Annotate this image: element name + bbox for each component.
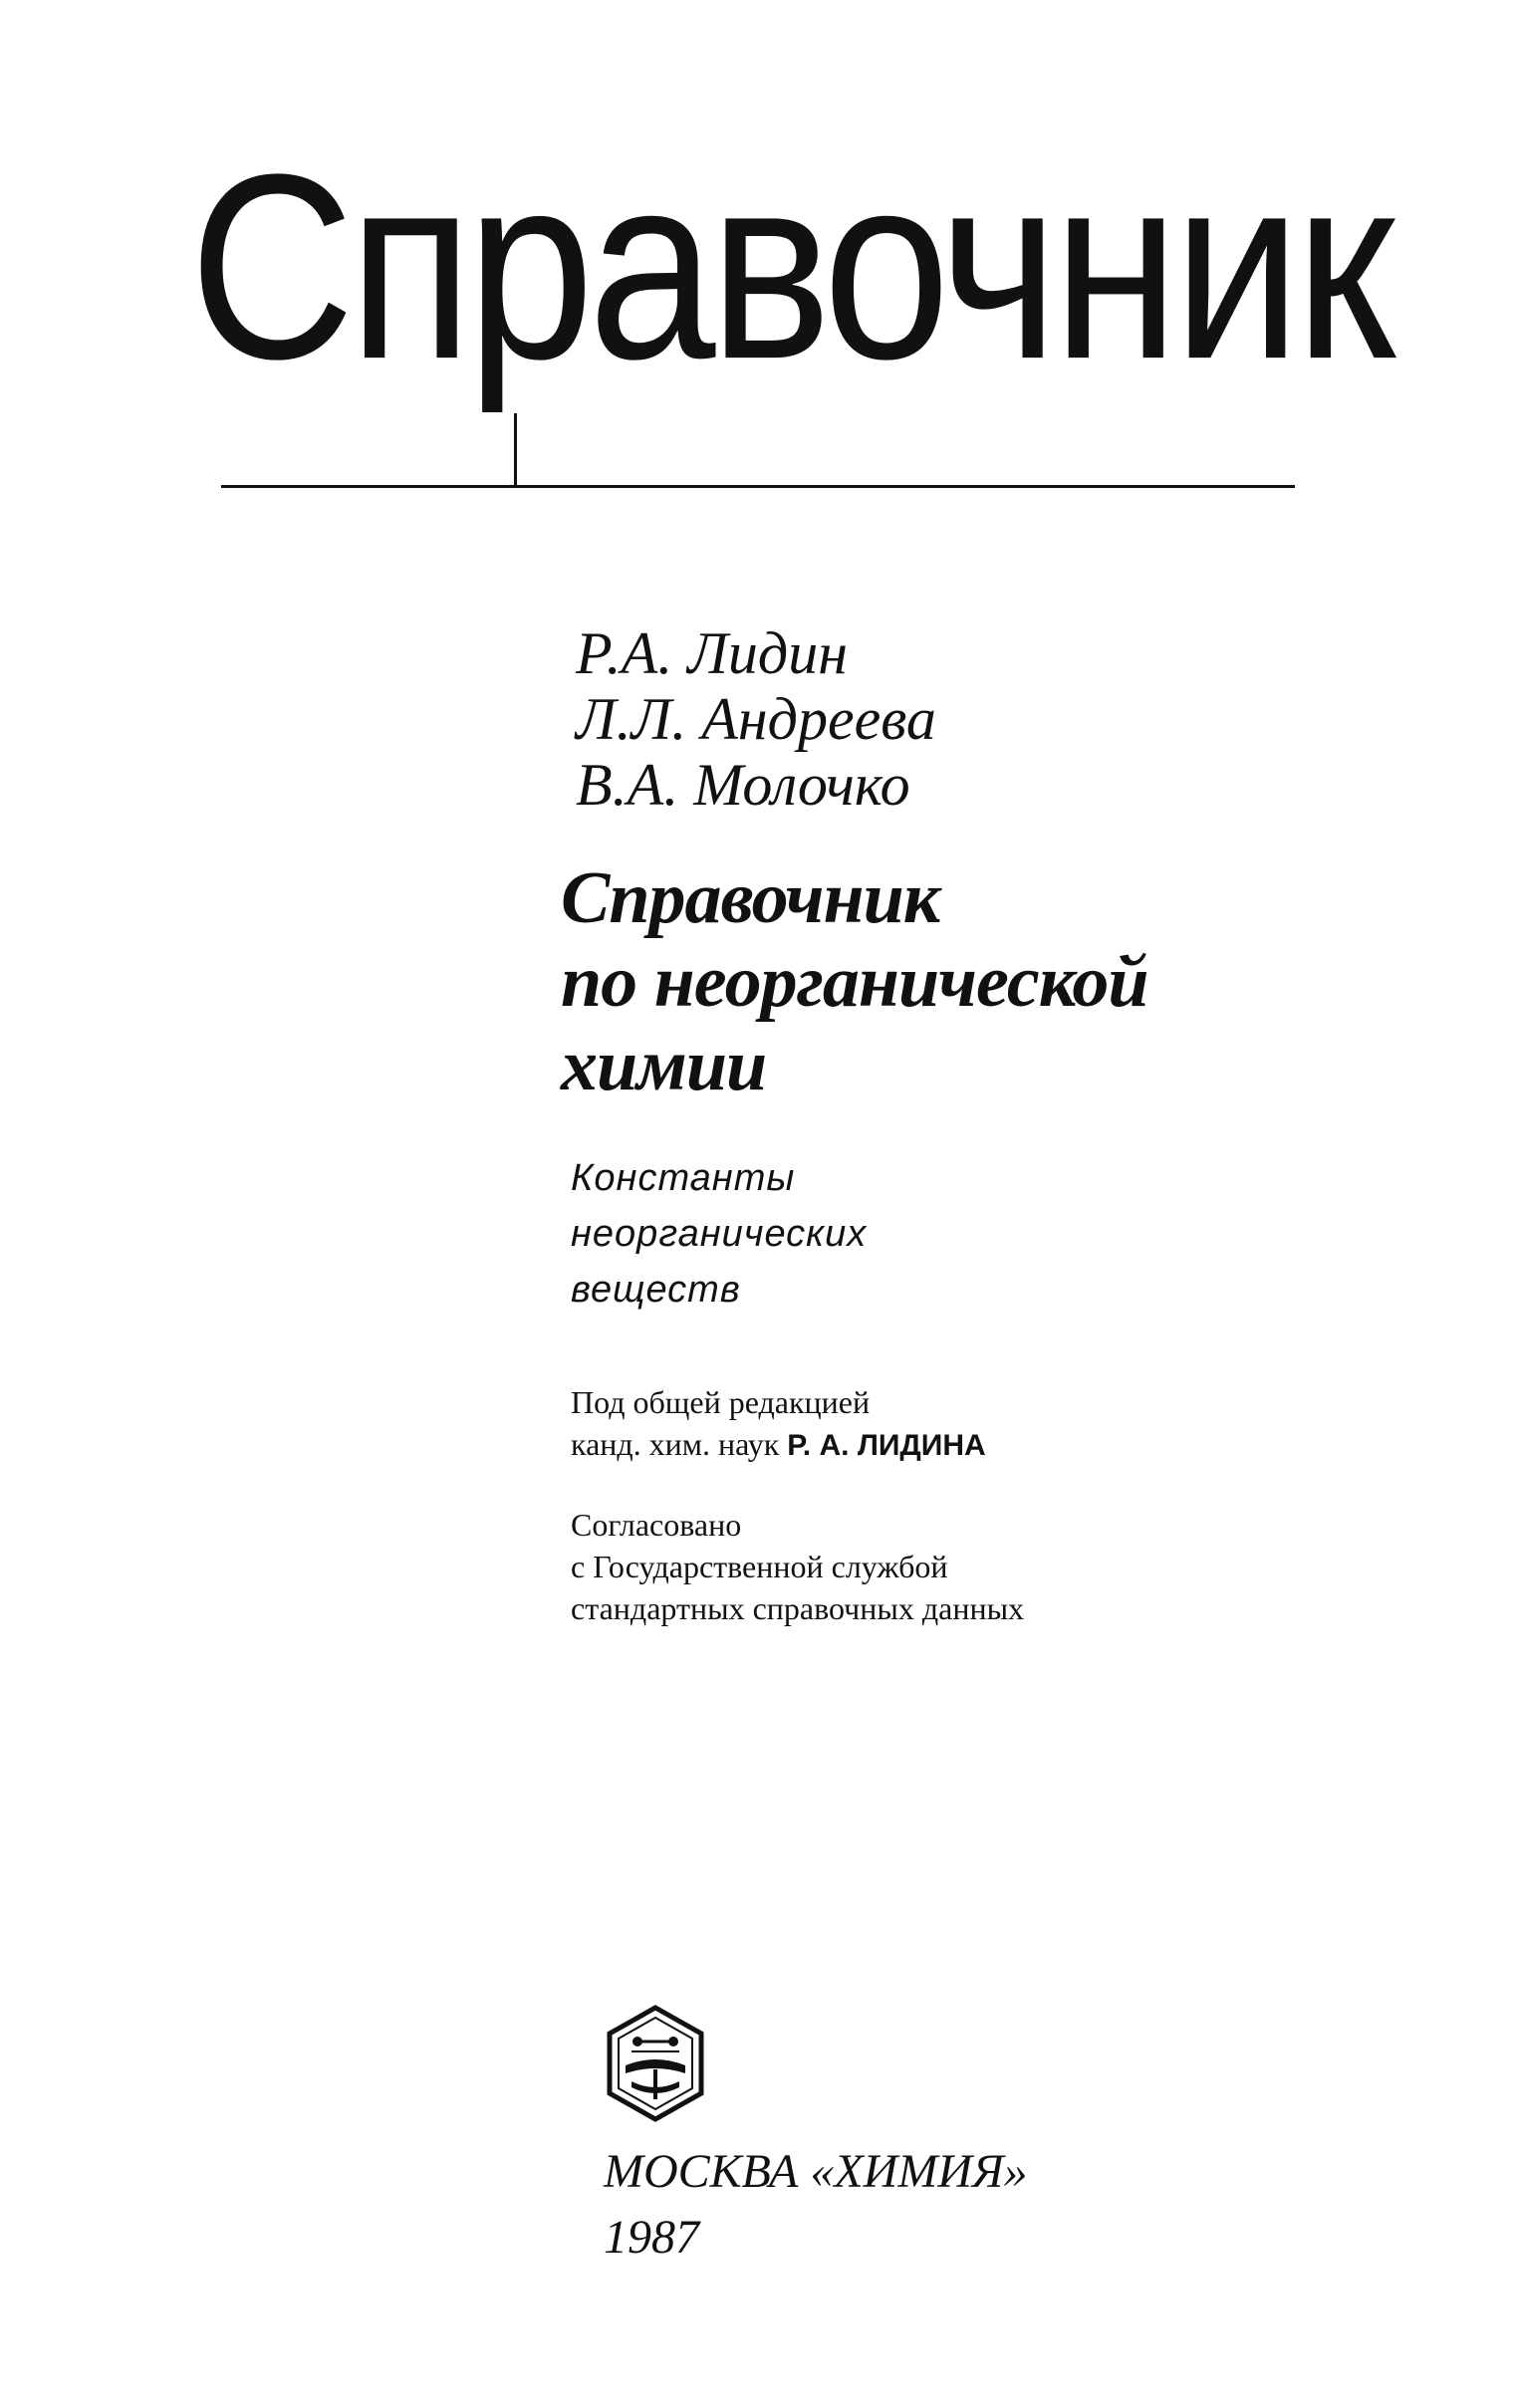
approval-line-1: Согласовано <box>571 1507 742 1543</box>
subtitle-line-2: неорганических <box>571 1213 868 1255</box>
book-title-line-1: Справочник <box>561 857 940 939</box>
author-3: В.А. Молочко <box>576 752 910 818</box>
subtitle-line-1: Константы <box>571 1157 796 1199</box>
editor-line-2 <box>571 1423 986 1467</box>
publication-year: 1987 <box>604 2211 699 2264</box>
book-title-line-2: по неорганической <box>561 941 1148 1023</box>
approval-line-3: стандартных справочных данных <box>571 1590 1025 1626</box>
approval-line-2: с Государственной службой <box>571 1549 948 1584</box>
publisher-imprint <box>604 2139 1028 2271</box>
series-title: Справочник <box>189 119 1390 414</box>
editor-line-1: Под общей редакцией <box>571 1384 871 1420</box>
publisher-name: МОСКВА «ХИМИЯ» <box>604 2145 1028 2198</box>
book-title-line-3: химии <box>561 1025 767 1106</box>
series-rule-stem <box>514 413 517 487</box>
subtitle <box>571 1150 867 1318</box>
approval-note <box>571 1504 1024 1629</box>
publisher-emblem-icon <box>596 2004 715 2123</box>
editor-note <box>571 1381 986 1467</box>
editor-degree: канд. хим. наук <box>571 1426 788 1462</box>
series-rule <box>221 485 1295 488</box>
author-1: Р.А. Лидин <box>576 620 849 686</box>
book-title <box>561 856 1148 1107</box>
author-2: Л.Л. Андреева <box>576 686 936 752</box>
editor-name: Р. А. ЛИДИНА <box>787 1429 986 1462</box>
subtitle-line-3: веществ <box>571 1269 741 1311</box>
authors <box>576 620 936 818</box>
